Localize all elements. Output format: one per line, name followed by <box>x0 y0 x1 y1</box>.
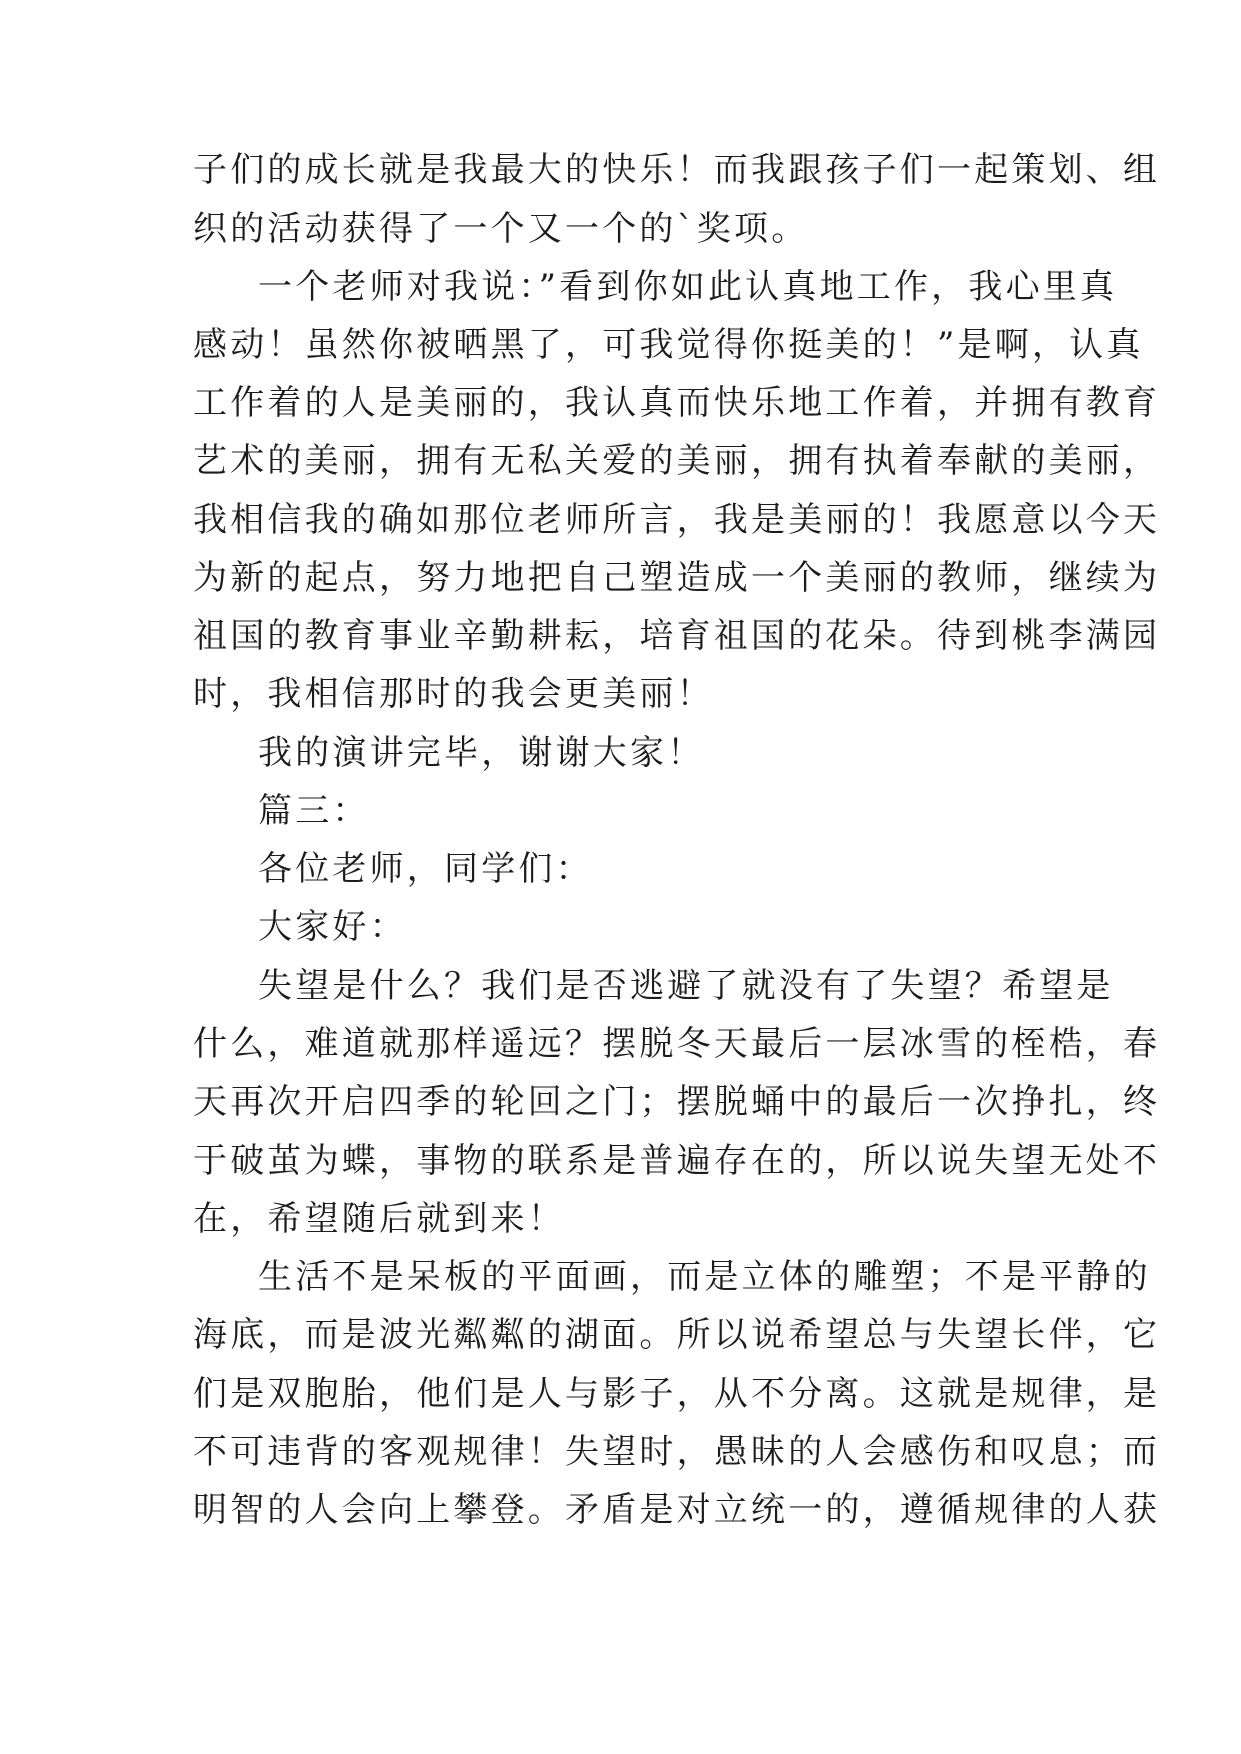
text-line: 感动！虽然你被晒黑了，可我觉得你挺美的！”是啊，认真 <box>193 325 1144 365</box>
text-line: 工作着的人是美丽的，我认真而快乐地工作着，并拥有教育 <box>193 383 1161 423</box>
text-line: 我的演讲完毕，谢谢大家！ <box>258 733 705 773</box>
text-line: 们是双胞胎，他们是人与影子，从不分离。这就是规律，是 <box>193 1374 1161 1414</box>
text-line: 各位老师，同学们： <box>258 849 593 889</box>
text-line: 生活不是呆板的平面画，而是立体的雕塑；不是平静的 <box>258 1257 1151 1297</box>
text-line: 祖国的教育事业辛勤耕耘，培育祖国的花朵。待到桃李满园 <box>193 616 1161 656</box>
text-line: 我相信我的确如那位老师所言，我是美丽的！我愿意以今天 <box>193 500 1161 540</box>
text-line: 子们的成长就是我最大的快乐！而我跟孩子们一起策划、组 <box>193 150 1161 190</box>
text-line: 大家好： <box>258 907 407 947</box>
text-line: 时，我相信那时的我会更美丽！ <box>193 674 714 714</box>
text-line: 天再次开启四季的轮回之门；摆脱蛹中的最后一次挣扎，终 <box>193 1082 1161 1122</box>
text-line: 织的活动获得了一个又一个的`奖项。 <box>193 209 809 249</box>
section-heading: 篇三： <box>258 791 370 831</box>
text-line: 一个老师对我说：”看到你如此认真地工作，我心里真 <box>258 267 1118 307</box>
text-line: 海底，而是波光粼粼的湖面。所以说希望总与失望长伴，它 <box>193 1315 1161 1355</box>
text-line: 不可违背的客观规律！失望时，愚昧的人会感伤和叹息；而 <box>193 1432 1161 1472</box>
text-line: 在，希望随后就到来！ <box>193 1199 565 1239</box>
text-line: 失望是什么？我们是否逃避了就没有了失望？希望是 <box>258 966 1114 1006</box>
text-line: 艺术的美丽，拥有无私关爱的美丽，拥有执着奉献的美丽， <box>193 441 1161 481</box>
text-line: 于破茧为蝶，事物的联系是普遍存在的，所以说失望无处不 <box>193 1141 1161 1181</box>
text-line: 为新的起点，努力地把自己塑造成一个美丽的教师，继续为 <box>193 558 1161 598</box>
text-line: 明智的人会向上攀登。矛盾是对立统一的，遵循规律的人获 <box>193 1490 1161 1530</box>
text-line: 什么，难道就那样遥远？摆脱冬天最后一层冰雪的桎梏，春 <box>193 1024 1161 1064</box>
